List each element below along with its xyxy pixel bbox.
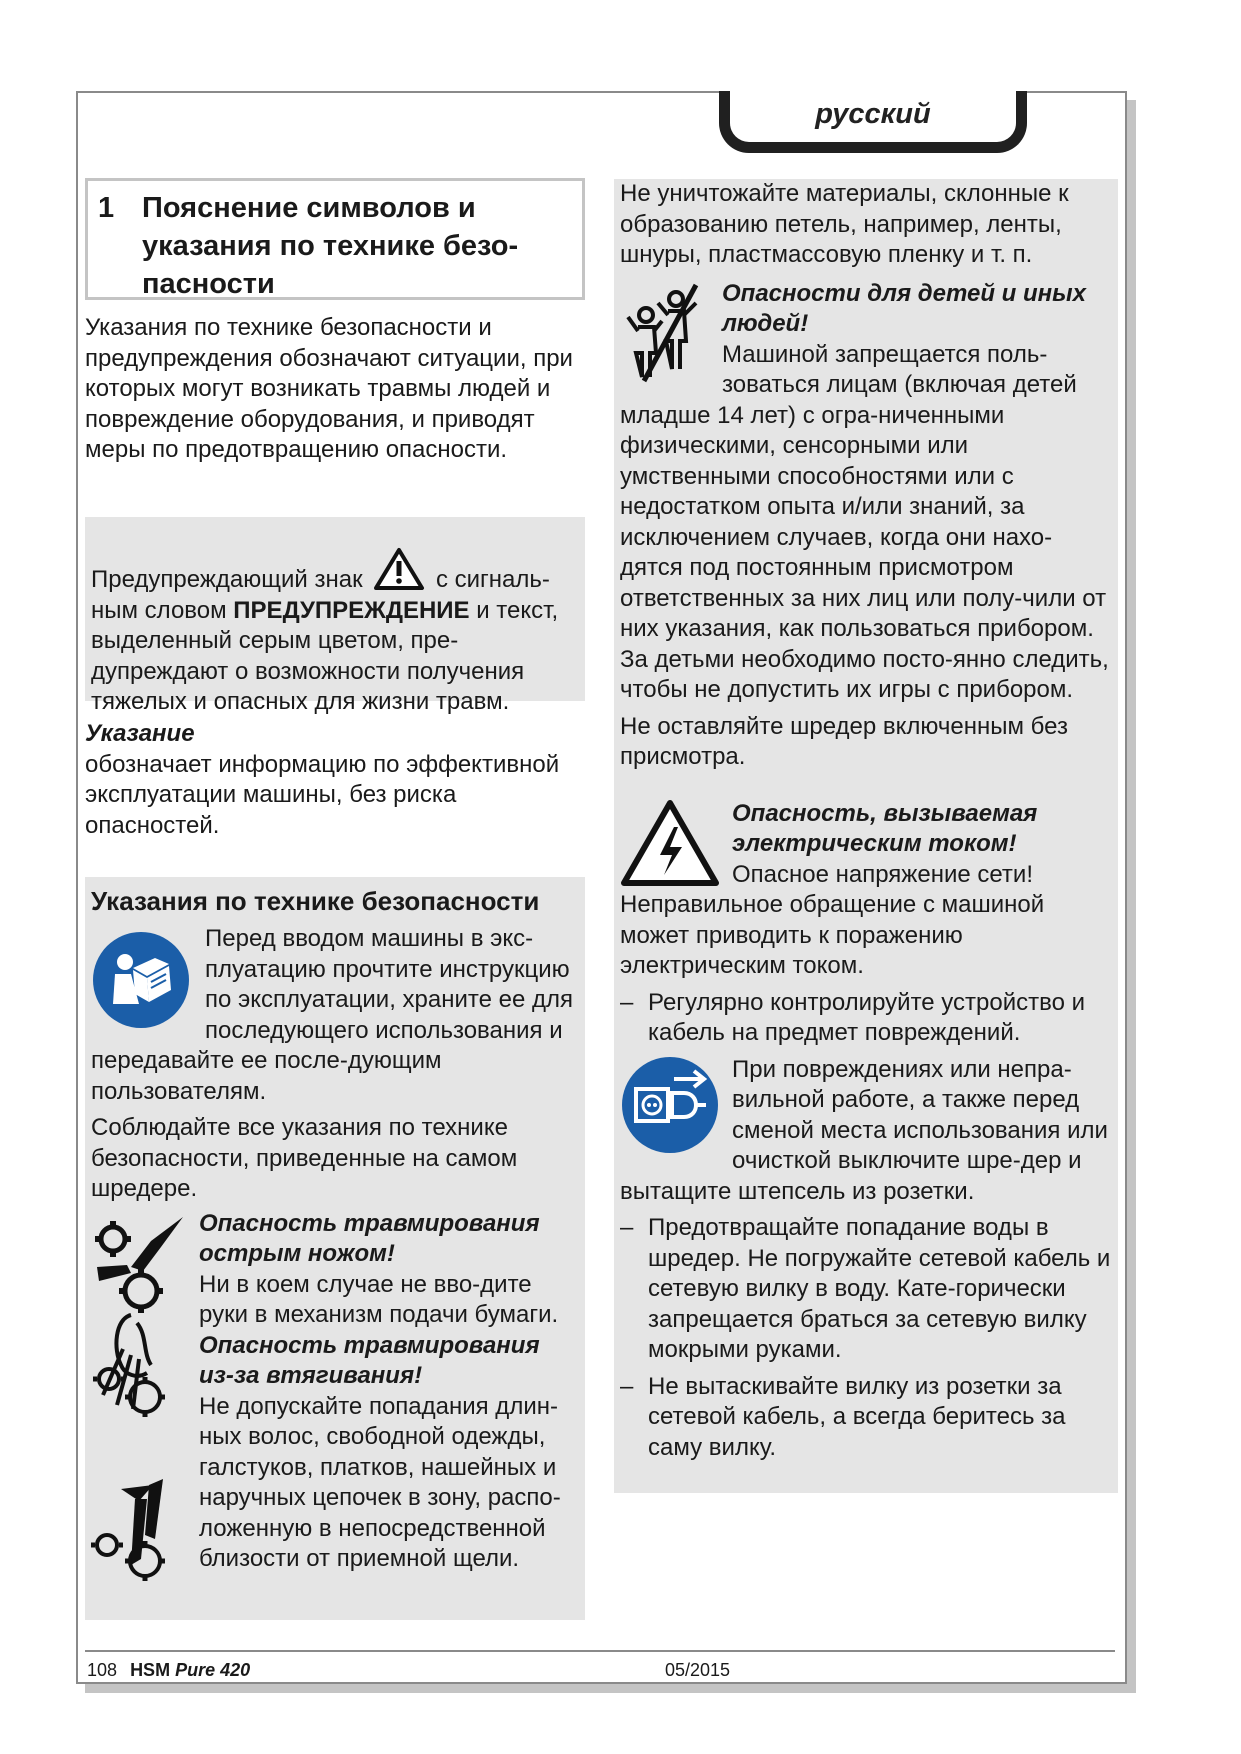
pull-text: Не допускайте попадания длин-ных волос, свободной одежды, галстуков, платков, нашейных и наручных цепочек в зону, распо-ложенную в непосредственной близости от приемной щели. — [199, 1392, 561, 1572]
warning-text-3: и текст, выделенный серым цветом, пре-дупреждают о возможности получения тяжелых и опасных для жизни травм. — [91, 596, 559, 715]
observe-text: Соблюдайте все указания по технике безопасности, приведенные на самом шредере. — [91, 1114, 518, 1202]
electric-title: Опасность, вызываемая электрическим током! — [732, 799, 1038, 857]
language-label: русский — [815, 98, 931, 130]
electric-hazard-icon — [620, 799, 720, 887]
materials-text: Не уничтожайте материалы, склонные к образованию петель, например, ленты, шнуры, пластмассовую пленку и т. п. — [620, 180, 1069, 268]
unattended-text: Не оставляйте шредер включенным без присмотра. — [620, 712, 1068, 770]
section-heading — [85, 178, 585, 300]
bullet-dash: – — [620, 988, 634, 1016]
note-block — [85, 719, 580, 841]
note-text: обозначает информацию по эффективной эксплуатации машины, без риска опасностей. — [85, 750, 560, 839]
knife-text: Ни в коем случае не вво-дите руки в механизм подачи бумаги. — [199, 1270, 559, 1328]
warning-triangle-icon — [373, 547, 425, 591]
warning-text-1: Предупреждающий знак — [91, 566, 363, 593]
bullet-inspect — [620, 988, 1112, 1049]
knife-hazard-icon — [91, 1211, 187, 1321]
bullet-plug — [620, 1372, 1112, 1464]
electric-text: Опасное напряжение сети! Неправильное обращение с машиной может приводить к поражению электрическим током. — [620, 860, 1045, 979]
knife-title: Опасность травмирования острым ножом! — [199, 1209, 540, 1267]
entanglement-hazard-icon — [91, 1309, 187, 1609]
unplug-icon — [620, 1055, 720, 1155]
intro-text: Указания по технике безопасности и предупреждения обозначают ситуации, при которых могут возникать травмы людей и повреждение оборудования, и приводят меры по предотвращению опасности. — [85, 314, 573, 463]
children-hazard-icon — [624, 281, 708, 385]
section-title: Пояснение символов и указания по технике безо-пасности — [142, 192, 519, 300]
footer-left — [87, 1660, 250, 1681]
bullet-water — [620, 1213, 1112, 1366]
safety-section — [85, 877, 585, 1620]
footer-date: 05/2015 — [665, 1660, 731, 1680]
bullet-plug-text: Не вытаскивайте вилку из розетки за сетевой кабель, а всегда беритесь за саму вилку. — [648, 1372, 1066, 1461]
bullet-inspect-text: Регулярно контролируйте устройство и кабель на предмет повреждений. — [648, 988, 1086, 1046]
unplug-text: При повреждениях или непра-вильной работе, а также перед сменой места использования или очисткой выключите шре-дер и вытащите штепсель из розетки. — [620, 1055, 1108, 1205]
children-text: Машиной запрещается поль-зоваться лицам (включая детей младше 14 лет) с огра-ниченными физическими, сенсорными или умственными способностями или с недостатком опыта и/или знаний, за исключением случаев, когда они нахо-дятся под постоянным присмотром ответственных за них лиц или полу-чили от них указания, как пользоваться прибором. За детьми необходимо посто-янно следить, чтобы не допустить их игры с прибором. — [620, 340, 1109, 703]
note-title: Указание — [85, 720, 195, 747]
page-number: 108 — [87, 1660, 118, 1680]
read-manual-icon — [91, 928, 191, 1032]
right-column — [614, 179, 1118, 1493]
safety-title: Указания по технике безопасности — [91, 886, 540, 916]
footer-rule — [85, 1650, 1115, 1652]
section-number: 1 — [98, 192, 115, 224]
bullet-dash: – — [620, 1214, 634, 1241]
warning-keyword: ПРЕДУПРЕЖДЕНИЕ — [233, 596, 470, 624]
bullet-dash: – — [620, 1372, 634, 1400]
warning-text-2: с сигналь-ным словом — [91, 566, 550, 624]
brand-logo: HSM — [130, 1660, 171, 1680]
warning-box — [85, 517, 585, 715]
children-title: Опасности для детей и иных людей! — [722, 279, 1086, 337]
language-tab — [719, 91, 1027, 153]
pull-title: Опасность травмирования из-за втягивания! — [199, 1331, 540, 1389]
read-manual-text: Перед вводом машины в экс-плуатацию прочтите инструкцию по эксплуатации, храните ее для последующего использования и передавайте ее после-дующим пользователям. — [91, 925, 574, 1105]
bullet-water-text: Предотвращайте попадание воды в шредер. Не погружайте сетевой кабель и сетевую вилку в воду. Кате-горически запрещается браться за сетевую вилку мокрыми руками. — [648, 1214, 1111, 1363]
model-name: Pure 420 — [175, 1660, 251, 1680]
